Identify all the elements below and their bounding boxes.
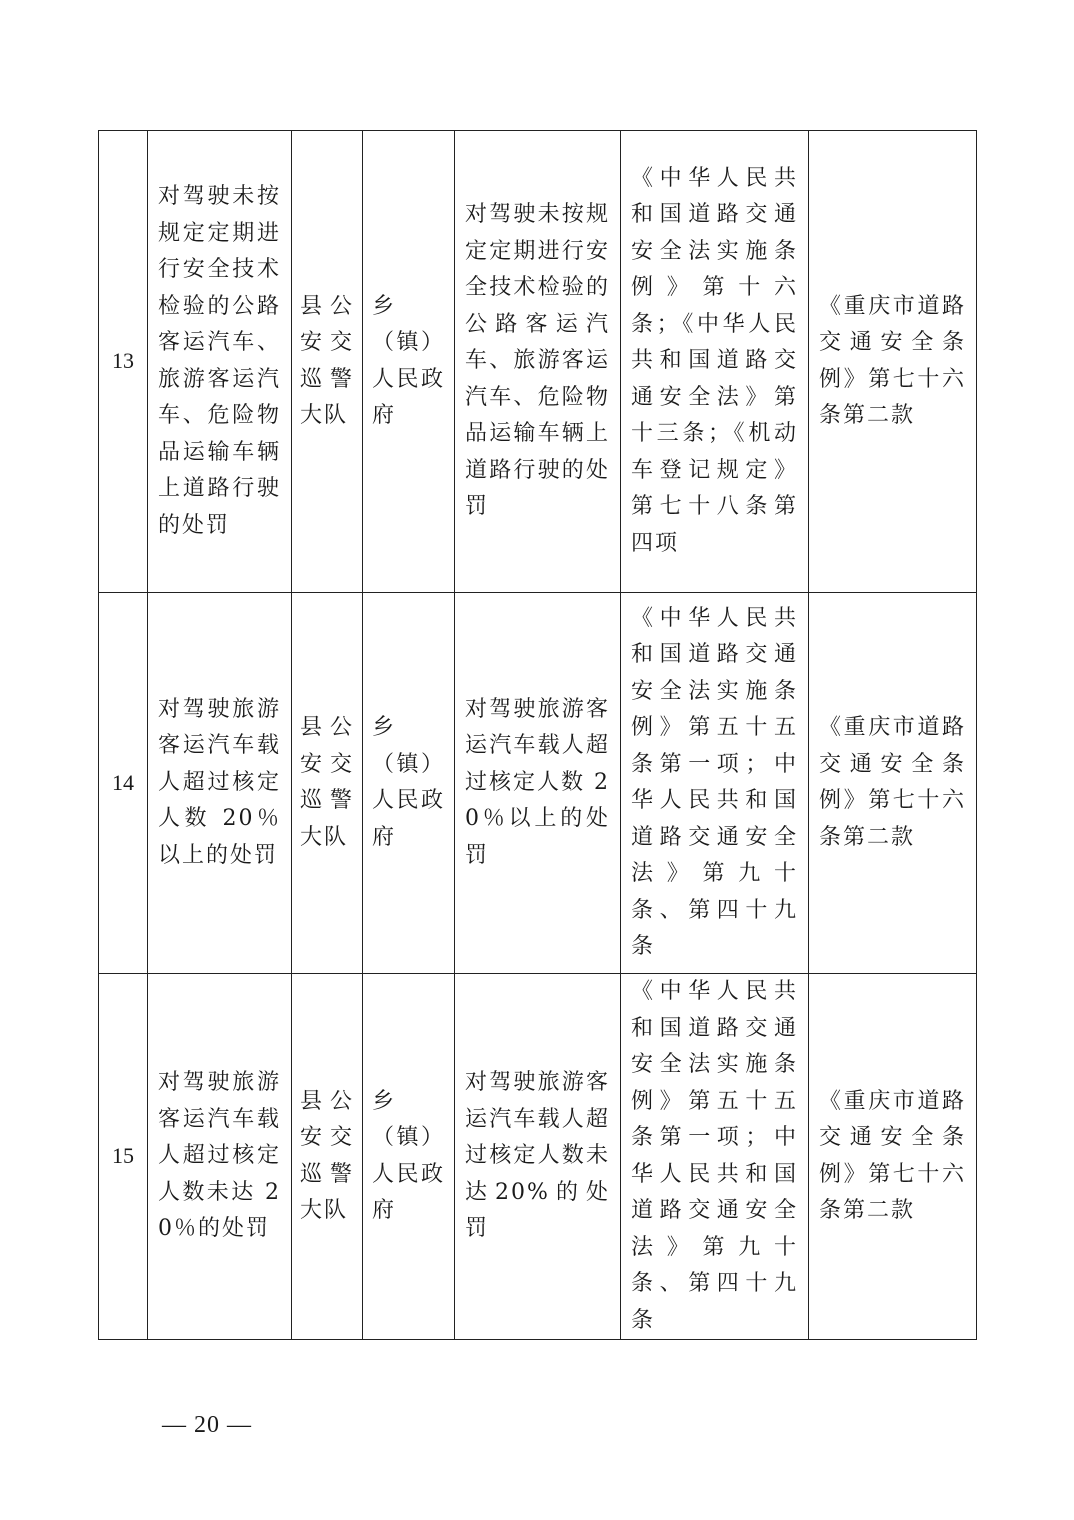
row-number: 13 <box>99 131 148 593</box>
legal-basis: 《中华人民共和国道路交通安全法实施条例》第五十五条第一项；中华人民共和国道路交通安全法》第九十条、第四十九条 <box>621 974 809 1340</box>
implementing-agency: 县公安交巡警大队 <box>292 131 363 593</box>
row-number: 14 <box>99 593 148 974</box>
row-number: 15 <box>99 974 148 1340</box>
item-name: 对驾驶旅游客运汽车载人超过核定人数 20％以上的处罚 <box>148 593 292 974</box>
page-number: — 20 — <box>162 1412 252 1438</box>
item-name: 对驾驶未按规定定期进行安全技术检验的公路客运汽车、旅游客运汽车、危险物品运输车辆上道路行驶的处罚 <box>148 131 292 593</box>
authority-table <box>98 130 977 1340</box>
implementing-agency: 县公安交巡警大队 <box>292 974 363 1340</box>
item-content: 对驾驶未按规定定期进行安全技术检验的公路客运汽车、旅游客运汽车、危险物品运输车辆上道路行驶的处罚 <box>455 131 621 593</box>
implementing-agency: 县公安交巡警大队 <box>292 593 363 974</box>
table-row <box>99 974 977 1340</box>
local-regulation-basis: 《重庆市道路交通安全条例》第七十六条第二款 <box>809 131 977 593</box>
item-content: 对驾驶旅游客运汽车载人超过核定人数 20％以上的处罚 <box>455 593 621 974</box>
local-regulation-basis: 《重庆市道路交通安全条例》第七十六条第二款 <box>809 593 977 974</box>
local-regulation-basis: 《重庆市道路交通安全条例》第七十六条第二款 <box>809 974 977 1340</box>
table-row <box>99 131 977 593</box>
table-row <box>99 593 977 974</box>
receiving-agency: 乡（镇）人民政府 <box>363 593 455 974</box>
receiving-agency: 乡（镇）人民政府 <box>363 131 455 593</box>
legal-basis: 《中华人民共和国道路交通安全法实施条例》第五十五条第一项；中华人民共和国道路交通安全法》第九十条、第四十九条 <box>621 593 809 974</box>
legal-basis: 《中华人民共和国道路交通安全法实施条例》第十六条；《中华人民共和国道路交通安全法》第十三条；《机动车登记规定》第七十八条第四项 <box>621 131 809 593</box>
item-content: 对驾驶旅游客运汽车载人超过核定人数未达20%的处罚 <box>455 974 621 1340</box>
item-name: 对驾驶旅游客运汽车载人超过核定人数未达 20％的处罚 <box>148 974 292 1340</box>
receiving-agency: 乡（镇）人民政府 <box>363 974 455 1340</box>
